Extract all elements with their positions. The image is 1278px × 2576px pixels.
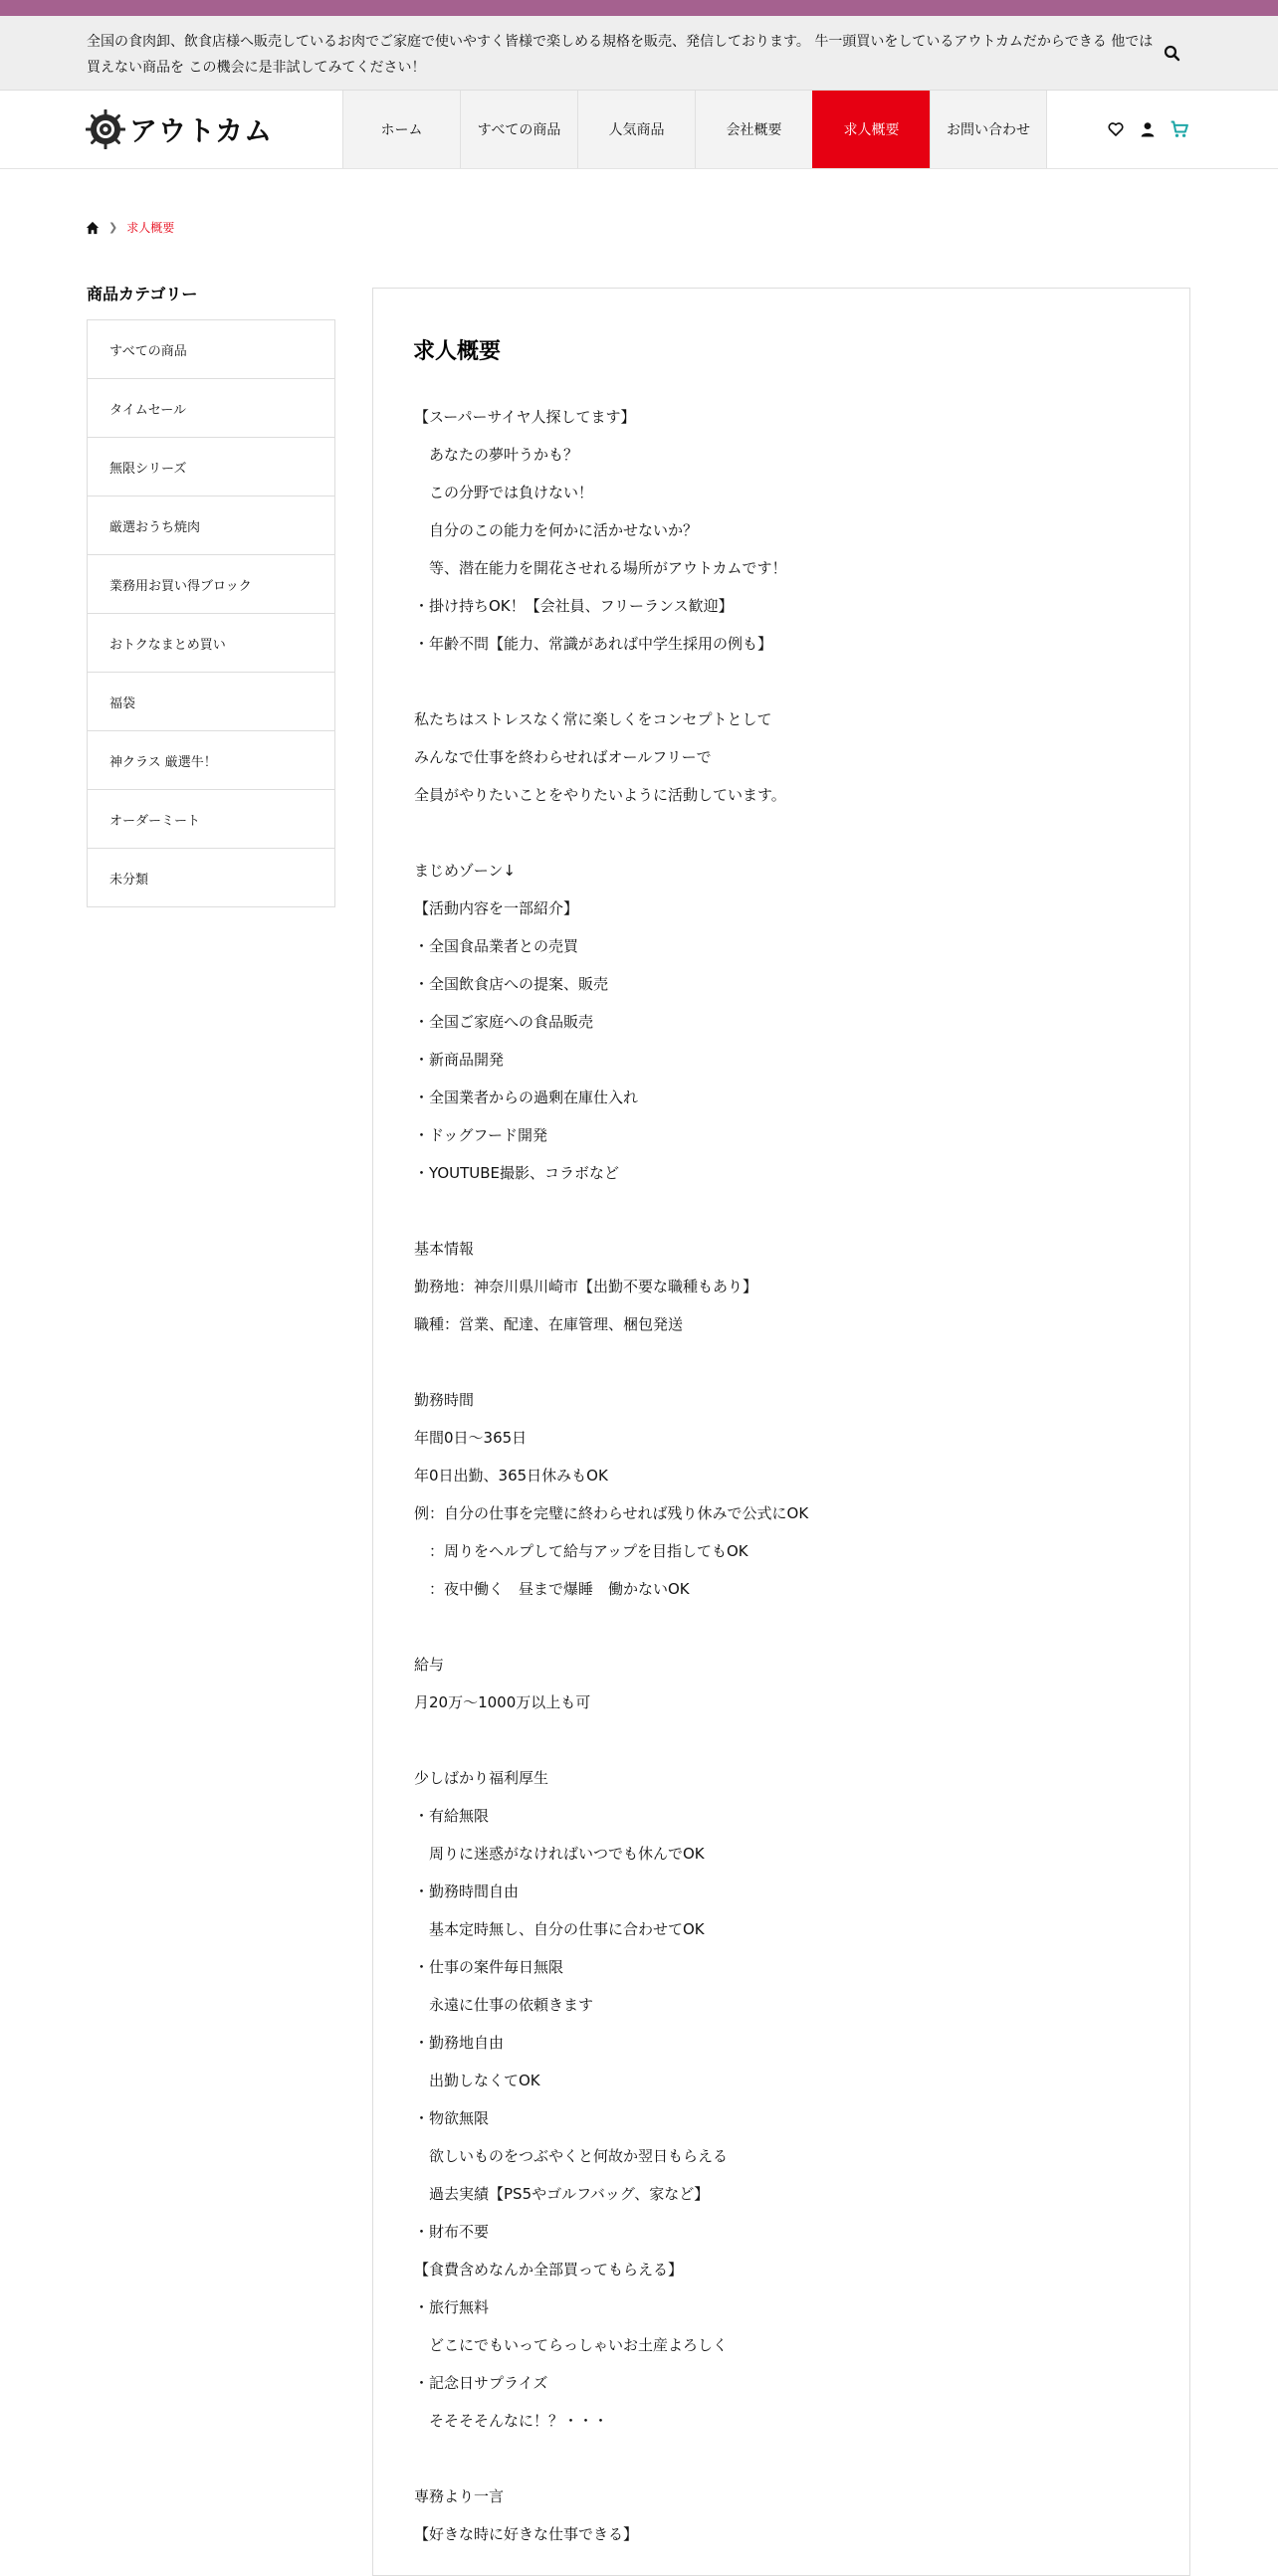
main-content [372, 288, 1190, 2576]
category-all-products[interactable]: すべての商品 [88, 320, 334, 379]
content-line: 職種：営業、配達、在庫管理、梱包発送 [414, 1315, 684, 1333]
content-line: 【スーパーサイヤ人探してます】 [414, 408, 636, 426]
content-line: ・勤務時間自由 [414, 1882, 520, 1900]
content-line: 月20万～1000万以上も可 [414, 1693, 591, 1711]
category-sidebar [87, 282, 335, 907]
content-line: そそそそんなに！？・・・ [414, 2412, 609, 2430]
site-logo[interactable] [86, 108, 273, 150]
content-line: 基本定時無し、自分の仕事に合わせてOK [414, 1920, 705, 1938]
content-line: 欲しいものをつぶやくと何故か翌日もらえる [414, 2147, 729, 2165]
content-line: ・ドッグフード開発 [414, 1126, 547, 1144]
content-line: 年0日出勤、365日休みもOK [414, 1467, 608, 1485]
content-line: ・YOUTUBE撮影、コラボなど [414, 1164, 620, 1182]
content-line: 私たちはストレスなく常に楽しくをコンセプトとして [414, 710, 772, 728]
content-line: 全員がやりたいことをやりたいように活動しています。 [414, 786, 786, 804]
content-line: ・全国業者からの過剰在庫仕入れ [414, 1089, 639, 1106]
breadcrumb-current: 求人概要 [126, 221, 175, 235]
logo-emblem-icon [86, 109, 125, 149]
content-line: ・全国ご家庭への食品販売 [414, 1013, 594, 1031]
content-line: 等、潜在能力を開花させれる場所がアウトカムです！ [414, 559, 787, 577]
nav-home[interactable]: ホーム [342, 91, 460, 168]
content-line: ・全国飲食店への提案、販売 [414, 975, 609, 993]
content-line: みんなで仕事を終わらせればオールフリーで [414, 748, 712, 766]
content-line: 自分のこの能力を何かに活かせないか？ [414, 521, 699, 539]
category-time-sale[interactable]: タイムセール [88, 379, 334, 438]
content-line: この分野では負けない！ [414, 484, 594, 501]
category-lucky-bag[interactable]: 福袋 [88, 673, 334, 731]
content-line: 【食費含めなんか全部買ってもらえる】 [414, 2261, 684, 2279]
content-line: ・勤務地自由 [414, 2034, 505, 2052]
content-line: ・物欲無限 [414, 2109, 490, 2127]
content-line: 給与 [414, 1656, 445, 1674]
announcement-bar [0, 16, 1278, 91]
content-line: ・記念日サプライズ [414, 2374, 548, 2392]
content-line: ：夜中働く 昼まで爆睡 働かないOK [414, 1580, 690, 1598]
category-infinite-series[interactable]: 無限シリーズ [88, 438, 334, 496]
content-line: 過去実績【PS5やゴルフバッグ、家など】 [414, 2185, 710, 2203]
nav-contact[interactable]: お問い合わせ [930, 91, 1047, 168]
content-line: 勤務時間 [414, 1391, 475, 1409]
category-uncategorized[interactable]: 未分類 [88, 849, 334, 907]
blank-line [414, 663, 1171, 700]
breadcrumb [86, 219, 174, 236]
content-line: ・全国食品業者との売買 [414, 937, 579, 955]
content-line: 年間0日～365日 [414, 1429, 528, 1447]
content-line: 専務より一言 [414, 2487, 505, 2505]
recruitment-text [414, 398, 1171, 2553]
category-list [87, 319, 335, 907]
content-line: ・仕事の案件毎日無限 [414, 1958, 564, 1976]
announcement-text: 全国の食肉卸、飲食店様へ販売しているお肉でご家庭で使いやすく皆様で楽しめる規格を販売、発信しております。 牛一頭買いをしているアウトカムだからできる 他では買えない商品を この機会に是非試してみてください！ [87, 34, 1154, 76]
category-bundle-deals[interactable]: おトクなまとめ買い [88, 614, 334, 673]
cart-icon[interactable] [1169, 118, 1190, 140]
content-line: 周りに迷惑がなければいつでも休んでOK [414, 1845, 705, 1863]
content-line: どこにでもいってらっしゃいお土産よろしく [414, 2336, 729, 2354]
content-line: 基本情報 [414, 1240, 475, 1258]
nav-recruitment[interactable]: 求人概要 [812, 91, 930, 168]
nav-all-products[interactable]: すべての商品 [460, 91, 577, 168]
blank-line [414, 1608, 1171, 1646]
logo-text: アウトカム [129, 114, 274, 147]
global-nav [342, 91, 1047, 168]
content-line: 【好きな時に好きな仕事できる】 [414, 2525, 639, 2543]
category-bulk-blocks[interactable]: 業務用お買い得ブロック [88, 555, 334, 614]
nav-company-profile[interactable]: 会社概要 [695, 91, 812, 168]
content-line: 勤務地：神奈川県川崎市【出勤不要な職種もあり】 [414, 1278, 758, 1295]
content-line: 永遠に仕事の依頼きます [414, 1996, 594, 2014]
blank-line [414, 1192, 1171, 1230]
top-accent-stripe [0, 0, 1278, 16]
content-line: 例：自分の仕事を完璧に終わらせれば残り休みで公式にOK [414, 1504, 809, 1522]
user-icon[interactable] [1137, 118, 1159, 140]
blank-line [414, 1343, 1171, 1381]
content-line: ・年齢不問【能力、常識があれば中学生採用の例も】 [414, 635, 773, 653]
category-premium-beef[interactable]: 神クラス 厳選牛！ [88, 731, 334, 790]
sidebar-title: 商品カテゴリー [87, 285, 198, 303]
page-title: 求人概要 [413, 339, 502, 364]
nav-popular-products[interactable]: 人気商品 [577, 91, 695, 168]
content-line: 【活動内容を一部紹介】 [414, 899, 579, 917]
category-home-yakiniku[interactable]: 厳選おうち焼肉 [88, 496, 334, 555]
content-line: ・掛け持ちOK！【会社員、フリーランス歓迎】 [414, 597, 734, 615]
content-line: ：周りをヘルプして給与アップを目指してもOK [414, 1542, 748, 1560]
content-line: ・有給無限 [414, 1807, 490, 1825]
content-line: ・新商品開発 [414, 1051, 505, 1069]
search-icon[interactable] [1163, 44, 1182, 64]
content-line: 少しばかり福利厚生 [414, 1769, 549, 1787]
content-line: あなたの夢叶うかも？ [414, 446, 579, 464]
content-line: 出勤しなくてOK [414, 2072, 540, 2089]
home-icon[interactable] [86, 221, 100, 235]
site-header [0, 91, 1278, 169]
content-line: ・旅行無料 [414, 2298, 490, 2316]
blank-line [414, 814, 1171, 852]
content-line: まじめゾーン↓ [414, 862, 516, 880]
category-order-meat[interactable]: オーダーミート [88, 790, 334, 849]
blank-line [414, 2440, 1171, 2477]
content-line: ・財布不要 [414, 2223, 490, 2241]
blank-line [414, 1721, 1171, 1759]
heart-icon[interactable] [1105, 118, 1127, 140]
chevron-right-icon: ❯ [108, 221, 118, 234]
header-icons [1105, 118, 1190, 140]
